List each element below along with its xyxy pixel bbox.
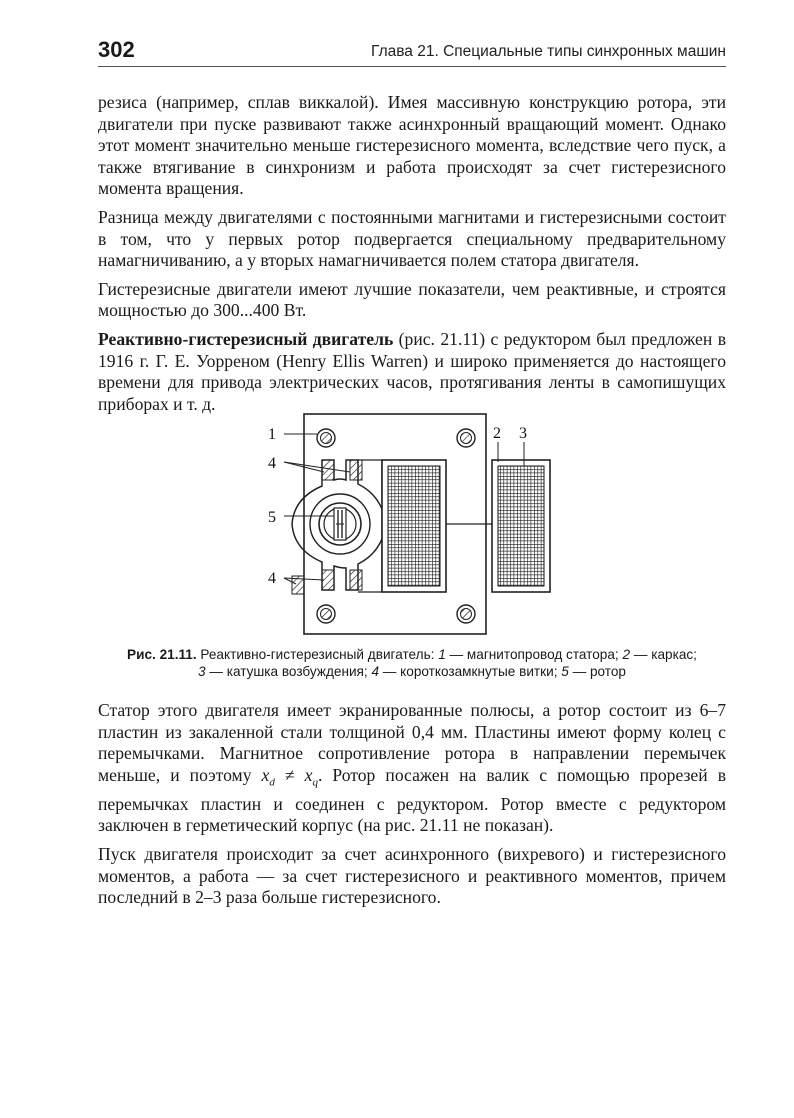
paragraph-3: Гистерезисные двигатели имеют лучшие показатели, чем реактивные, и строятся мощностью до 300...400 Вт. — [98, 278, 726, 321]
running-head: Глава 21. Специальные типы синхронных машин — [371, 43, 726, 60]
motor-figure — [262, 408, 562, 640]
caption-item-5: — ротор — [568, 664, 626, 679]
paragraph-6: Пуск двигателя происходит за счет асинхронного (вихревого) и гистерезисного моментов, а работа — за счет гистерезисного и реактивного моментов, причем последний в 2–3 раза больше гистерезисного. — [98, 844, 726, 908]
caption-item-1: — магнитопровод статора; — [445, 647, 623, 662]
shading-ring-top-left — [322, 460, 334, 480]
label-1: 1 — [268, 426, 276, 443]
math-x-q: x — [304, 764, 313, 785]
rotor — [319, 503, 361, 545]
shading-ring-top-right — [350, 460, 362, 480]
math-sub-q: q — [312, 776, 318, 789]
caption-index-4: 4 — [371, 664, 380, 679]
page-header — [98, 38, 726, 67]
caption-index-3: 3 — [197, 664, 206, 679]
term-bold: Реактивно-гистерезисный двигатель — [98, 328, 394, 349]
mounting-hole-bottom-left — [317, 605, 335, 623]
mounting-hole-top-right — [457, 429, 475, 447]
label-5: 5 — [268, 509, 276, 526]
math-neq: ≠ — [274, 764, 305, 785]
body-text-bottom — [98, 700, 726, 916]
math-x-d: x — [261, 764, 270, 785]
math-sub-d: d — [269, 776, 275, 789]
paragraph-2: Разница между двигателями с постоянными магнитами и гистерезисными состоит в том, что у первых ротор подвергается специальному предварительному намагничиванию, а у вторых намагничивается полем статора двигателя. — [98, 206, 726, 271]
paragraph-4-rest: (рис. 21.11) с редуктором был предложен в 1916 г. Г. Е. Уорреном (Henry Ellis Warren) и широко применяется до настоящего времени для привода электрических часов, протягивания ленты в самопишущих приборах и т. д. — [98, 328, 726, 414]
page-number: 302 — [98, 37, 135, 62]
label-3: 3 — [519, 425, 527, 442]
caption-item-2: — каркас; — [630, 647, 697, 662]
paragraph-4 — [98, 329, 726, 415]
paragraph-5-end: . Ротор посажен на валик с помощью прорезей в перемычках пластин и соединен с редуктором. Ротор вместе с редуктором заключен в герметический корпус (на рис. 21.11 не показан). — [98, 764, 727, 836]
caption-text: Реактивно-гистерезисный двигатель: — [196, 647, 439, 662]
mounting-hole-bottom-right — [457, 605, 475, 623]
caption-label: Рис. 21.11. — [127, 647, 197, 662]
paragraph-5 — [98, 700, 726, 837]
label-2: 2 — [493, 425, 501, 442]
caption-index-1: 1 — [438, 647, 446, 662]
caption-index-5: 5 — [561, 664, 569, 679]
label-4-bottom: 4 — [268, 570, 276, 587]
caption-index-2: 2 — [622, 647, 631, 662]
caption-item-4: — короткозамкнутые витки; — [379, 664, 562, 679]
figure-caption — [98, 646, 726, 680]
paragraph-1: резиса (например, сплав виккалой). Имея массивную конструкцию ротора, эти двигатели при пуске развивают также асинхронный вращающий момент. Однако этот момент значительно меньше гистерезисного момента, вследствие чего пуск, а также втягивание в синхронизм и работа происходят за счет гистерезисного момента вращения. — [98, 92, 726, 199]
body-text-top — [98, 92, 726, 422]
caption-item-3: — катушка возбуждения; — [205, 664, 372, 679]
mounting-hole-top-left — [317, 429, 335, 447]
excitation-coil — [498, 466, 544, 586]
shading-ring-bottom-right — [350, 570, 362, 590]
label-4-top: 4 — [268, 455, 276, 472]
paragraph-5-start: Статор этого двигателя имеет экранированные полюсы, а ротор состоит из 6–7 пластин из закаленной стали толщиной 0,4 мм. Пластины имеют форму колец с перемычками. Магнитное сопротивление ротора в направлении перемычек меньше, и поэтому — [98, 700, 726, 785]
coil-on-stator-winding — [388, 466, 440, 586]
